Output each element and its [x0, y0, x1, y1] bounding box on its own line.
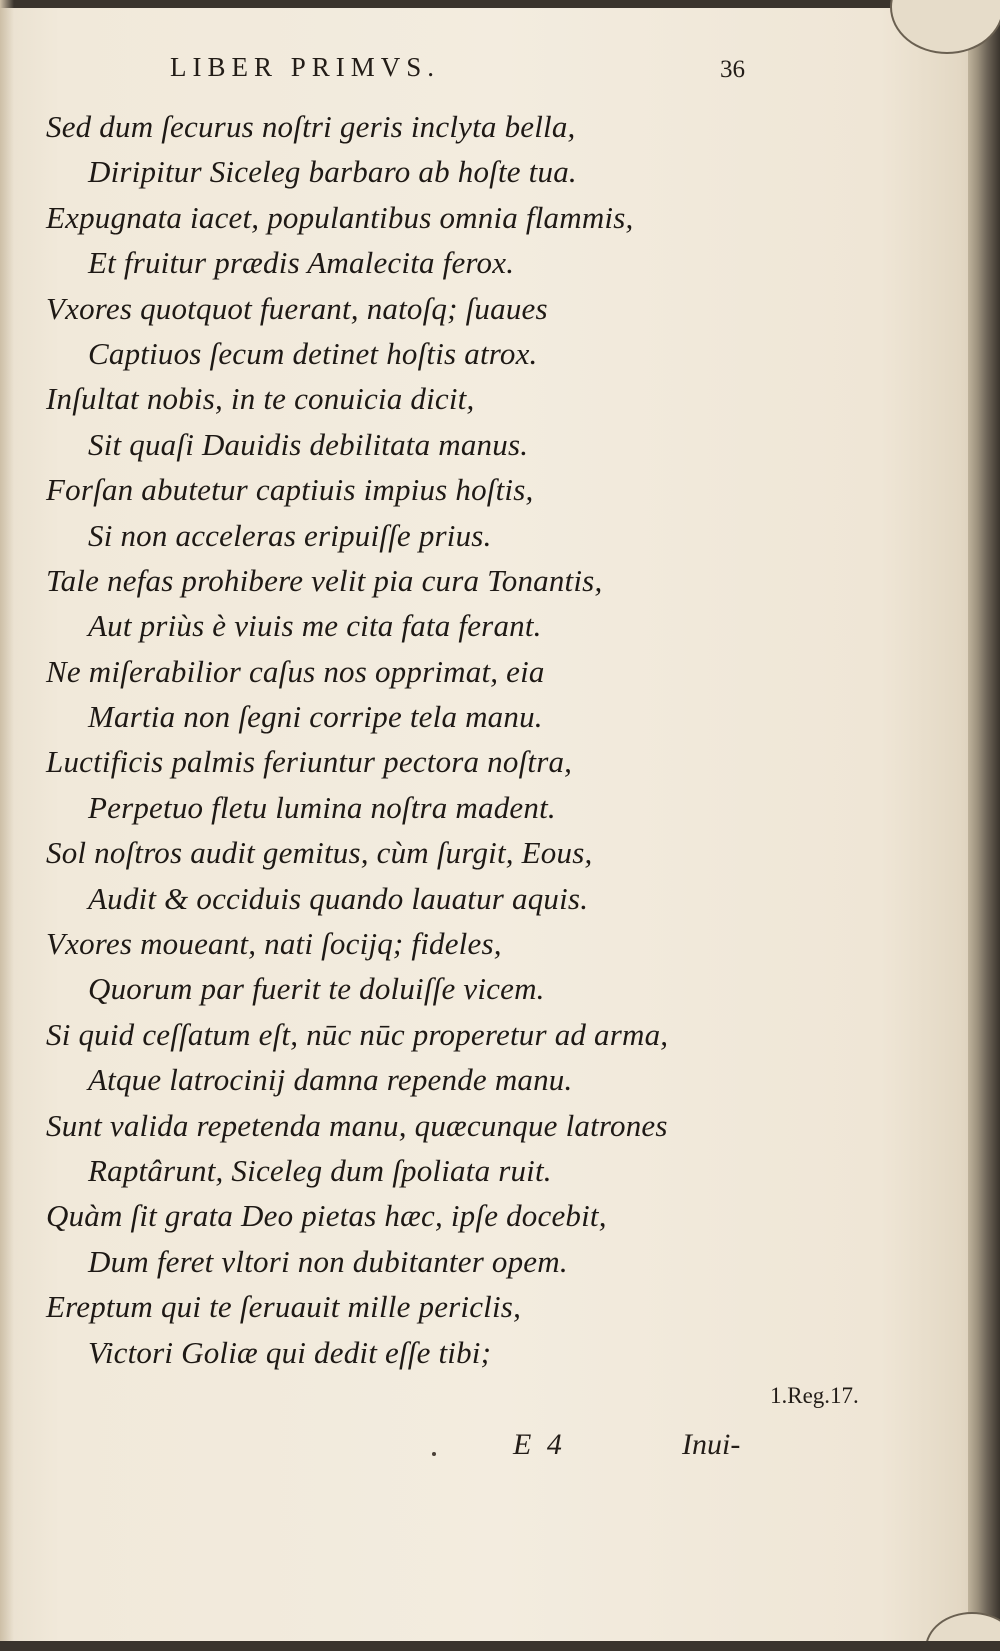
verse-line: Expugnata iacet, populantibus omnia flammis, [46, 199, 634, 235]
verse-line: Quorum par fuerit te doluiſſe vicem. [88, 971, 545, 1007]
verse-line: Raptârunt, Siceleg dum ſpoliata ruit. [88, 1152, 552, 1188]
verse-line: Ne miſerabilior caſus nos opprimat, eia [46, 653, 545, 689]
verse-line: Martia non ſegni corripe tela manu. [88, 699, 543, 735]
verse-line: Aut priùs è viuis me cita fata ferant. [88, 608, 542, 644]
verse-line: Tale nefas prohibere velit pia cura Tonantis, [46, 562, 603, 598]
page-top-edge [0, 0, 1000, 8]
verse-line: Quàm ſit grata Deo pietas hæc, ipſe docebit, [46, 1198, 607, 1234]
ink-speck [432, 1452, 436, 1456]
verse-block [46, 104, 766, 1375]
page-bottom-edge [0, 1641, 1000, 1651]
signature-mark: E 4 [513, 1428, 562, 1461]
verse-line: Audit & occiduis quando lauatur aquis. [88, 880, 589, 916]
marginal-note: 1.Reg.17. [770, 1383, 859, 1408]
verse-line: Forſan abutetur captiuis impius hoſtis, [46, 472, 534, 508]
verse-line: Si quid ceſſatum eſt, nūc nūc properetur ad arma, [46, 1016, 669, 1052]
verse-line: Et fruitur prædis Amalecita ferox. [88, 245, 515, 281]
verse-line: Victori Goliæ qui dedit eſſe tibi; [88, 1334, 492, 1370]
verse-line: Sit quaſi Dauidis debilitata manus. [88, 426, 529, 462]
verse-line: Dum feret vltori non dubitanter opem. [88, 1243, 568, 1279]
verse-line: Sed dum ſecurus noſtri geris inclyta bella, [46, 109, 576, 144]
verse-line: Sunt valida repetenda manu, quæcunque latrones [46, 1107, 668, 1143]
page-gutter-shadow [0, 0, 14, 1651]
catchword: Inui- [682, 1428, 741, 1461]
verse-line: Atque latrocinij damna repende manu. [88, 1062, 573, 1098]
verse-line: Sol noſtros audit gemitus, cùm ſurgit, Eous, [46, 835, 593, 871]
running-title: LIBER PRIMVS. [170, 52, 441, 82]
verse-line: Captiuos ſecum detinet hoſtis atrox. [88, 335, 538, 371]
page-fore-edge [968, 0, 1000, 1651]
verse-line: Vxores quotquot fuerant, natoſq; ſuaues [46, 290, 548, 326]
verse-line: Luctificis palmis feriuntur pectora noſtra, [46, 744, 573, 780]
verse-line: Ereptum qui te ſeruauit mille periclis, [46, 1289, 522, 1325]
verse-line: Vxores moueant, nati ſocijq; fideles, [46, 926, 502, 962]
verse-line: Si non acceleras eripuiſſe prius. [88, 517, 492, 553]
verse-line: Inſultat nobis, in te conuicia dicit, [46, 381, 475, 417]
verse-line: Perpetuo fletu lumina noſtra madent. [88, 789, 556, 825]
verse-line: Diripitur Siceleg barbaro ab hoſte tua. [88, 154, 577, 190]
folio-number: 36 [720, 56, 745, 83]
